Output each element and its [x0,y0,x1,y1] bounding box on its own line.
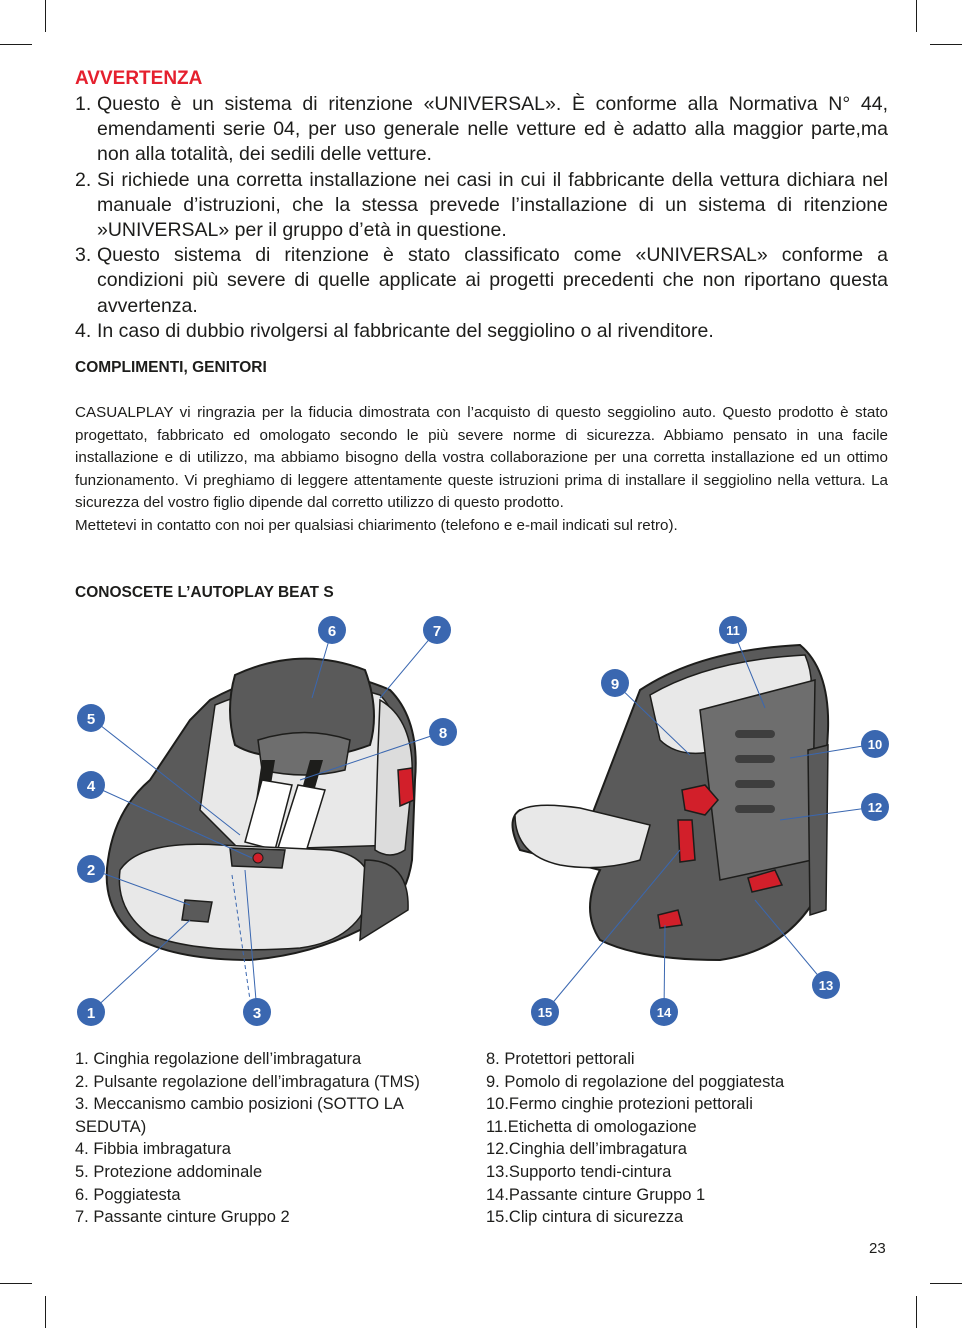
crop-mark [916,1296,917,1328]
callout-badge [318,616,346,644]
warning-item-number: 1. [75,93,92,115]
warning-item-text: In caso di dubbio rivolgersi al fabbricante del seggiolino o al rivenditore. [97,319,714,342]
svg-text:8: 8 [438,725,448,742]
legend-item: 14.Passante cinture Gruppo 1 [486,1185,706,1204]
belt-guide-red [398,768,414,806]
legend-item: 13.Supporto tendi-cintura [486,1162,672,1181]
intro-paragraph: CASUALPLAY vi ringrazia per la fiducia dimostrata con l’acquisto di questo seggiolino auto. Questo prodotto è stato progettato, fabbricato ed omologato secondo le più severe norme di sicurezza. Abbiamo pensato in una facile installazione e di utilizzo, ma abbiamo bisogno della vostra collaborazione per una corretta installazione ed un ottimo funzionamento. Vi preghiamo di leggere attentamente queste istruzioni prima di installare il seggiolino nella vettura. La sicurezza del vostro figlio dipende dal corretto utilizzo di questo prodotto. [75,404,888,511]
legend-item: 4. Fibbia imbragatura [75,1140,231,1159]
warning-item-number: 4. [75,319,92,342]
legend-item: 1. Cinghia regolazione dell’imbragatura [75,1050,362,1068]
legend-item: 2. Pulsante regolazione dell’imbragatura (TMS) [75,1072,420,1091]
callout-badge [423,616,451,644]
legend-left [75,1048,420,1229]
callout-badge [243,998,271,1026]
crop-mark [0,1283,32,1284]
legend-item: 3. Meccanismo cambio posizioni (SOTTO LA [75,1095,404,1114]
legend-item: 15.Clip cintura di sicurezza [486,1208,684,1227]
warning-list [75,92,888,344]
product-heading: CONOSCETE L’AUTOPLAY BEAT S [75,584,334,601]
svg-text:1: 1 [86,1005,96,1022]
svg-text:2: 2 [86,862,96,879]
svg-text:15: 15 [537,1005,553,1020]
svg-text:12: 12 [867,800,883,815]
svg-text:11: 11 [726,623,740,638]
rear-stand [808,745,828,915]
legend-item: 9. Pomolo di regolazione del poggiatesta [486,1072,785,1091]
rear-slot [735,805,775,813]
svg-text:14: 14 [656,1005,672,1020]
legend-right [486,1048,784,1229]
rear-slot [735,755,775,763]
warning-item-text: Si richiede una corretta installazione nei casi in cui il fabbricante della vettura dichiara nel manuale d’istruzioni, che la stessa prevede l’installazione di un sistema di ritenzione »UNIVERSAL» per il gruppo d’età in questione. [97,168,888,242]
legend-item: 6. Poggiatesta [75,1185,181,1204]
belt-clip [678,820,695,862]
svg-text:9: 9 [610,676,620,693]
legend-item: SEDUTA) [75,1117,147,1136]
crop-mark [930,44,962,45]
callout-badge [861,730,889,758]
legend-item: 10.Fermo cinghie protezioni pettorali [486,1095,753,1114]
warning-item-text: Questo è un sistema di ritenzione «UNIVERSAL». È conforme alla Normativa N° 44, emendamenti serie 04, per uso generale nelle vetture ed è adatto alla maggior parte,ma non alla totalità, dei sedili delle vetture. [97,93,888,166]
svg-text:10: 10 [867,737,883,752]
crop-mark [0,44,32,45]
legend-item: 11.Etichetta di omologazione [486,1117,697,1136]
warning-item-number: 3. [75,244,92,267]
svg-text:6: 6 [327,623,337,640]
svg-text:3: 3 [252,1005,262,1022]
buckle-button [253,853,263,863]
warning-item [75,92,888,168]
callout-badge [429,718,457,746]
crop-mark [916,0,917,32]
rear-slot [735,730,775,738]
warning-item [75,319,888,344]
legend-item: 8. Protettori pettorali [486,1050,635,1068]
intro-text [75,402,888,537]
warning-item [75,168,888,244]
callout-badge [77,771,105,799]
callout-badge [77,855,105,883]
warning-item [75,243,888,319]
svg-text:13: 13 [818,978,834,993]
crop-mark [930,1283,962,1284]
callout-badge [77,704,105,732]
legend-item: 5. Protezione addominale [75,1162,263,1181]
callout-badge [531,998,559,1026]
page-number: 23 [869,1240,886,1257]
crop-mark [45,0,46,32]
callout-badge [719,616,747,644]
warning-title: AVVERTENZA [75,68,203,89]
contact-paragraph: Mettetevi in contatto con noi per qualsiasi chiarimento (telefono e e-mail indicati sul retro). [75,516,678,534]
svg-text:5: 5 [86,711,96,728]
warning-item-number: 2. [75,168,92,191]
front-seat-illustration [107,659,416,1000]
rear-slot [735,780,775,788]
legend-item: 7. Passante cinture Gruppo 2 [75,1208,290,1227]
rear-seat-illustration [513,645,829,960]
warning-item-text: Questo sistema di ritenzione è stato classificato come «UNIVERSAL» conforme a condizioni più severe di quelle applicate ai progetti precedenti che non riportano questa avvertenza. [97,244,888,317]
crop-mark [45,1296,46,1328]
callout-badge [601,669,629,697]
legend-item: 12.Cinghia dell’imbragatura [486,1140,687,1159]
callout-badge [650,998,678,1026]
callout-badge [861,793,889,821]
seat-illustrations [0,610,962,1040]
compliments-heading: COMPLIMENTI, GENITORI [75,359,267,376]
callout-badge [77,998,105,1026]
callout-badge [812,971,840,999]
svg-text:4: 4 [86,778,96,795]
svg-text:7: 7 [432,623,442,640]
